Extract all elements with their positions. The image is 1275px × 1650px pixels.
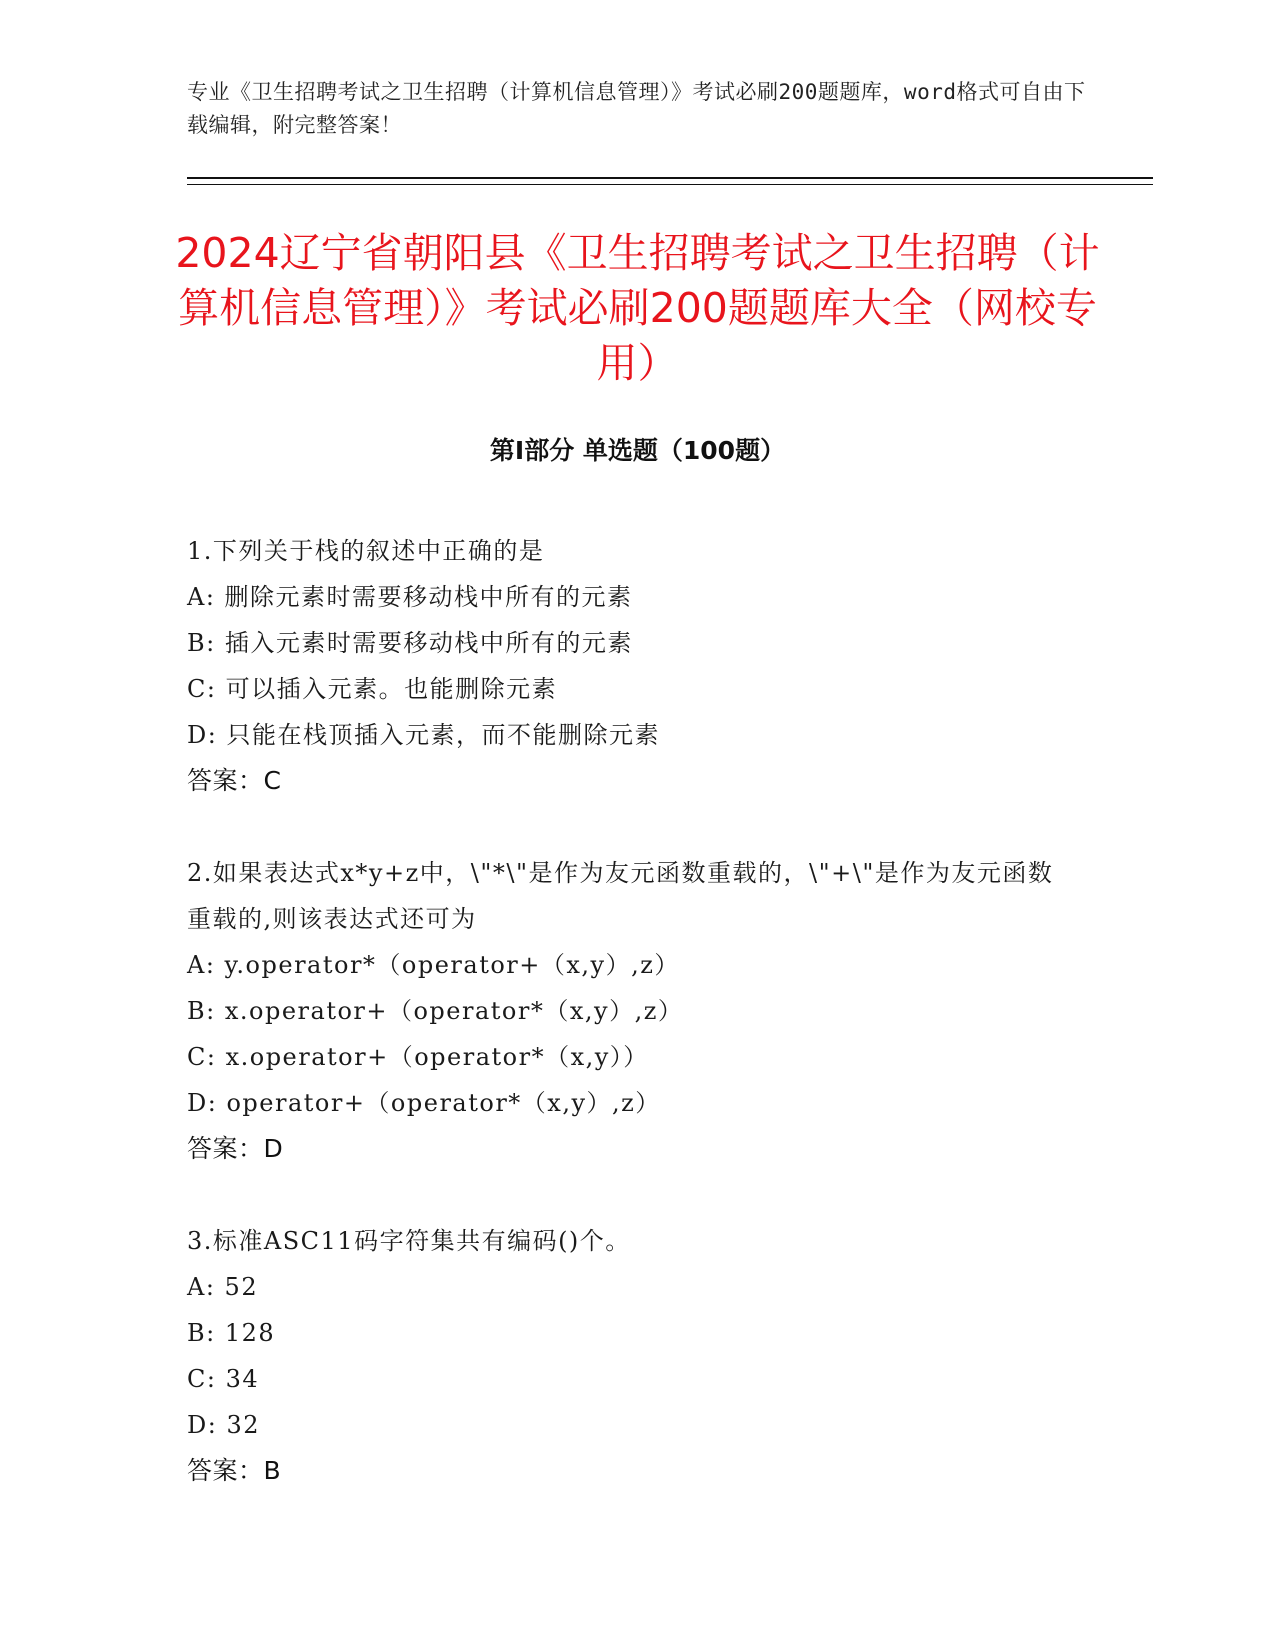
option-b: B: 128 [187,1319,276,1347]
header-rule-thin [187,184,1153,185]
option-b: B: x.operator+（operator*（x,y）,z） [187,997,684,1025]
question-2 [187,850,1067,1172]
question-stem: 3.标准ASC11码字符集共有编码()个。 [187,1227,631,1255]
header-rule-thick [187,177,1153,179]
option-d: D: 32 [187,1411,260,1439]
option-c: C: 可以插入元素。也能删除元素 [187,675,558,703]
question-list [187,528,1067,1540]
option-c: C: 34 [187,1365,260,1393]
answer: 答案：D [187,1134,284,1163]
option-c: C: x.operator+（operator*（x,y）） [187,1043,649,1071]
answer: 答案：B [187,1456,282,1485]
question-stem: 1.下列关于栈的叙述中正确的是 [187,537,545,565]
answer: 答案：C [187,766,282,795]
section-title: 第Ⅰ部分 单选题（100题） [489,436,786,465]
question-stem: 2.如果表达式x*y+z中，\"*\"是作为友元函数重载的，\"+\"是作为友元函数重载的,则该表达式还可为 [187,859,1054,933]
document-title: 2024辽宁省朝阳县《卫生招聘考试之卫生招聘（计算机信息管理）》考试必刷200题题库大全（网校专用） [175,229,1100,387]
option-b: B: 插入元素时需要移动栈中所有的元素 [187,629,633,657]
option-d: D: operator+（operator*（x,y）,z） [187,1089,661,1117]
option-a: A: 删除元素时需要移动栈中所有的元素 [187,583,633,611]
question-1 [187,528,1067,804]
header-note: 专业《卫生招聘考试之卫生招聘（计算机信息管理）》考试必刷200题题库，word格式可自由下载编辑，附完整答案！ [187,80,1086,137]
option-d: D: 只能在栈顶插入元素，而不能删除元素 [187,721,660,749]
question-3 [187,1218,1067,1494]
option-a: A: y.operator*（operator+（x,y）,z） [187,951,680,979]
option-a: A: 52 [187,1273,259,1301]
